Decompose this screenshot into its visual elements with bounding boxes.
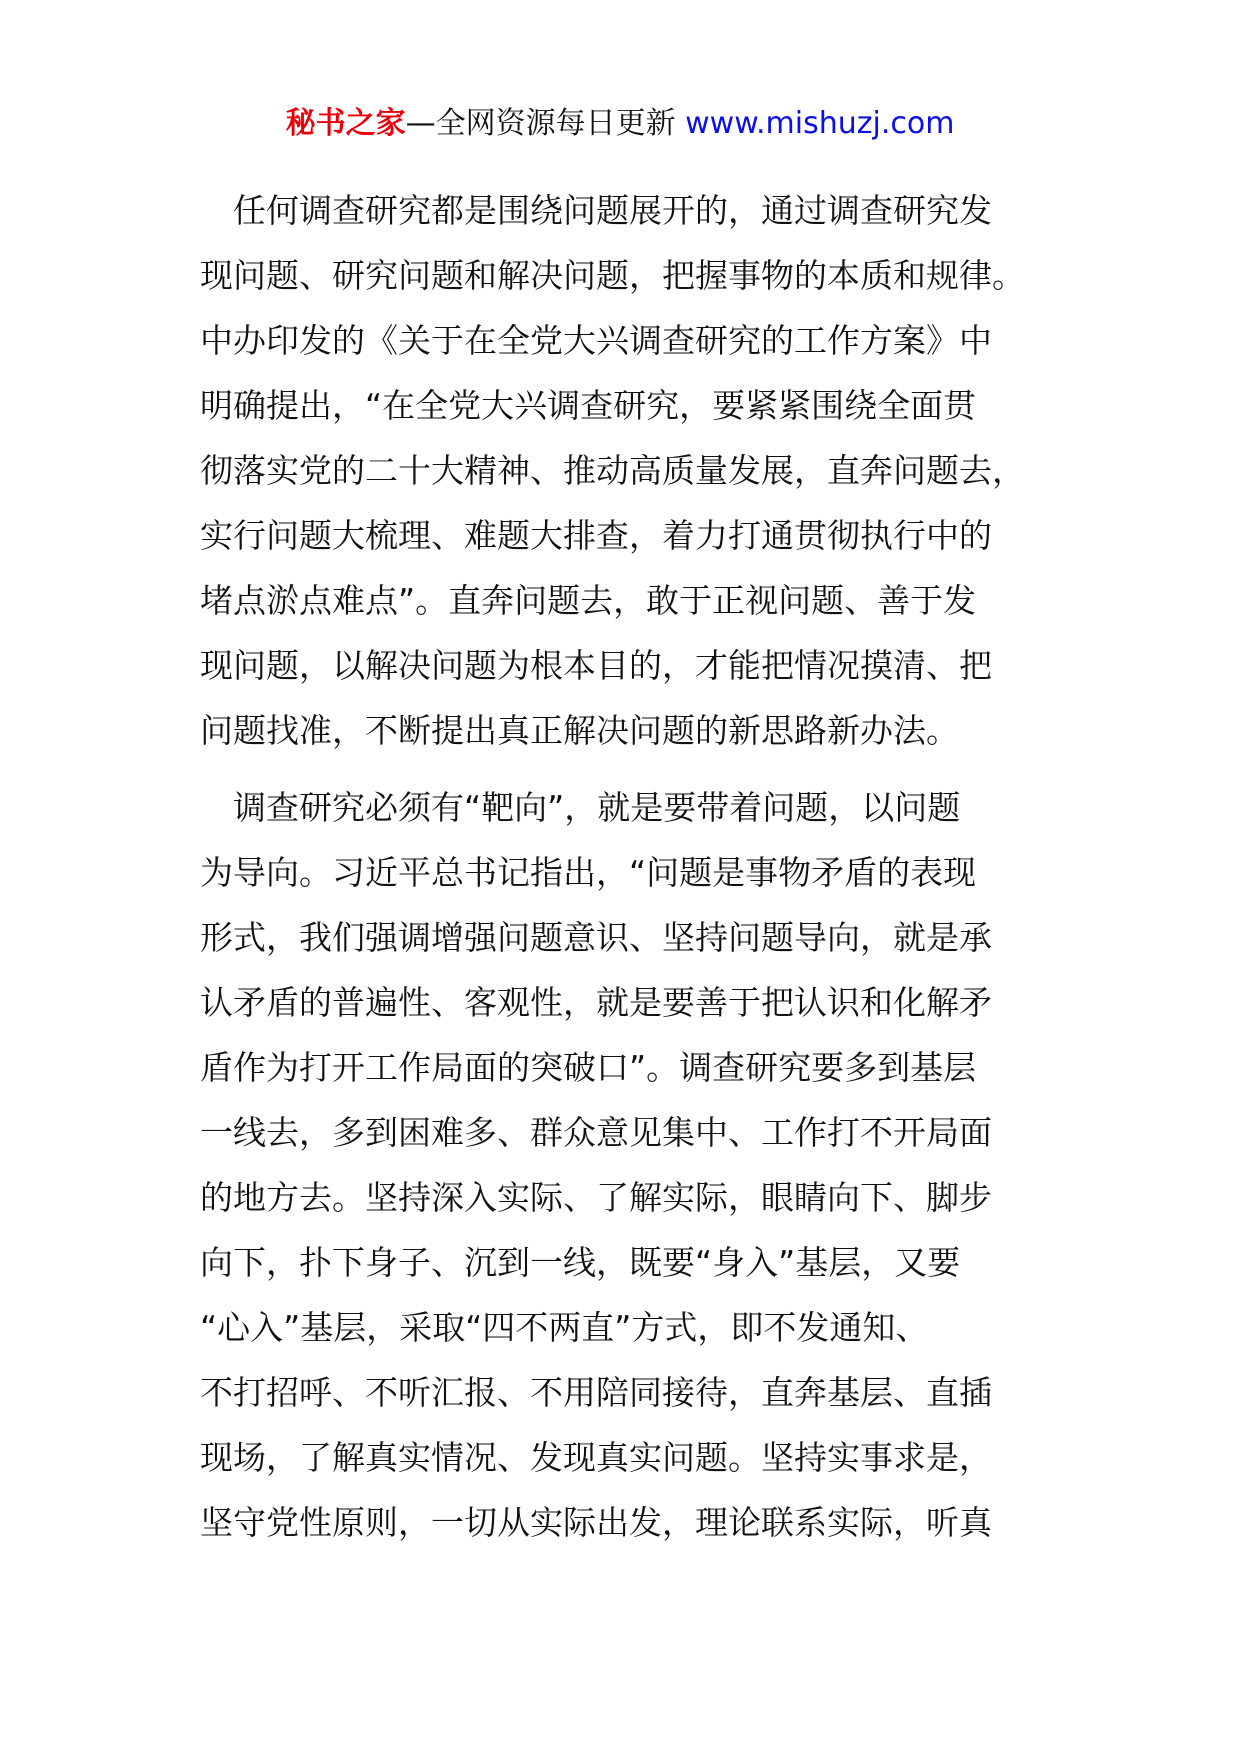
page-header [0, 96, 1240, 152]
text-line: 中办印发的《关于在全党大兴调查研究的工作方案》中 [200, 321, 992, 360]
text-line: 明确提出，“在全党大兴调查研究，要紧紧围绕全面贯 [200, 386, 977, 425]
brand-name: 秘书之家 [285, 106, 406, 141]
text-line: 不打招呼、不听汇报、不用陪同接待，直奔基层、直插 [200, 1373, 992, 1412]
text-line: 问题找准，不断提出真正解决问题的新思路新办法。 [200, 711, 959, 750]
text-line: 任何调查研究都是围绕问题展开的，通过调查研究发 [200, 191, 992, 230]
text-line: 一线去，多到困难多、群众意见集中、工作打不开局面 [200, 1113, 992, 1152]
text-line: 实行问题大梳理、难题大排查，着力打通贯彻执行中的 [200, 516, 992, 555]
text-line: 现问题、研究问题和解决问题，把握事物的本质和规律。 [200, 256, 1025, 295]
text-line: 为导向。习近平总书记指出，“问题是事物矛盾的表现 [200, 853, 977, 892]
header-url-link[interactable]: www.mishuzj.com [685, 106, 955, 141]
text-line: 堵点淤点难点”。直奔问题去，敢于正视问题、善于发 [200, 581, 977, 620]
document-body [200, 178, 1080, 1555]
text-line: 坚守党性原则，一切从实际出发，理论联系实际，听真 [200, 1503, 992, 1542]
text-line: 彻落实党的二十大精神、推动高质量发展，直奔问题去， [200, 451, 1025, 490]
text-line: 认矛盾的普遍性、客观性，就是要善于把认识和化解矛 [200, 983, 992, 1022]
text-line: 调查研究必须有“靶向”，就是要带着问题，以问题 [200, 788, 961, 827]
header-tagline: —全网资源每日更新 [405, 106, 676, 141]
text-line: “心入”基层，采取“四不两直”方式，即不发通知、 [200, 1308, 929, 1347]
paragraph-1 [200, 178, 1080, 763]
text-line: 盾作为打开工作局面的突破口”。调查研究要多到基层 [200, 1048, 977, 1087]
text-line: 现问题，以解决问题为根本目的，才能把情况摸清、把 [200, 646, 992, 685]
text-line: 的地方去。坚持深入实际、了解实际，眼睛向下、脚步 [200, 1178, 992, 1217]
text-line: 现场，了解真实情况、发现真实问题。坚持实事求是， [200, 1438, 992, 1477]
paragraph-2 [200, 775, 1080, 1555]
text-line: 形式，我们强调增强问题意识、坚持问题导向，就是承 [200, 918, 992, 957]
text-line: 向下，扑下身子、沉到一线，既要“身入”基层，又要 [200, 1243, 961, 1282]
